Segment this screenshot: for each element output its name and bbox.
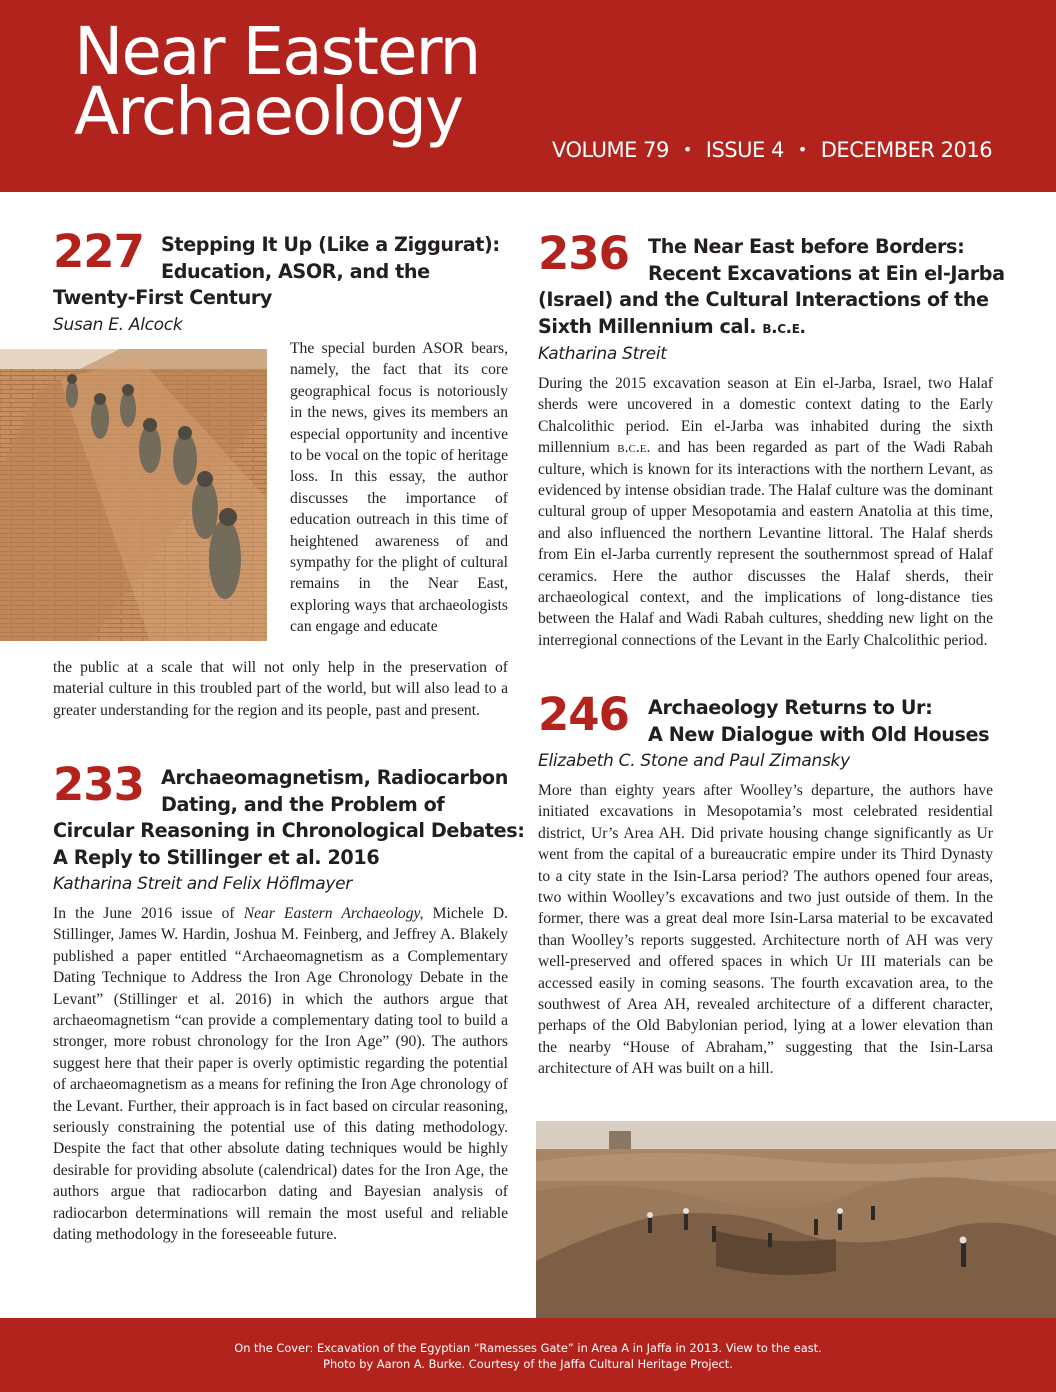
separator-dot: • (797, 140, 807, 159)
ur-excavation-photo (536, 1121, 1056, 1318)
article-header (53, 225, 508, 338)
abstract-text: and has been regarded as part of the Wadi Rabah culture, which is known for its interactions with the northern Levant, as evidenced by intense obsidian trade. The Halaf culture was the dominant cultural group of upper Mesopotamia and eastern Anatolia at this time, and also influenced the northern Levantine littoral. The Halaf sherds from Ein el-Jarba currently represent the southernmost spread of Halaf ceramics. Here the author discusses the Halaf sherds, their archaeological context, and the implications of long-distance ties between the Halaf and Wadi Rabah cultures, shedding new light on the interregional connections of the Levant in the Early Chalcolithic period. (538, 439, 993, 649)
issue-label: ISSUE 4 (705, 138, 784, 162)
bce-label: b.c.e. (617, 439, 651, 457)
article-abstract (53, 903, 508, 1246)
title-line: Education, ASOR, and the (161, 259, 430, 283)
title-line: A Reply to Stillinger et al. 2016 (53, 845, 380, 869)
bce-label: b.c.e. (762, 317, 806, 338)
cover-caption (0, 1318, 1056, 1392)
journal-title-line1: Near Eastern (74, 13, 480, 90)
page-number: 246 (538, 688, 629, 741)
title-line: (Israel) and the Cultural Interactions of the (538, 288, 989, 311)
title-line: Dating, and the Problem of (161, 792, 445, 816)
article-233 (53, 758, 525, 1246)
article-header (538, 688, 993, 774)
ur-excavation-photo-image (536, 1121, 1056, 1318)
abstract-text: During the 2015 excavation season at Ein el-Jarba, Israel, two Halaf sherds were uncovered in a domestic context dating to the Early Chalcolithic period. Ein el-Jarba was inhabited during the sixth millennium (538, 375, 993, 457)
article-227 (53, 225, 508, 338)
article-abstract (538, 373, 993, 651)
article-author: Katharina Streit and Felix Höflmayer (53, 874, 352, 894)
title-line: Circular Reasoning in Chronological Debates: (53, 819, 525, 842)
title-text: Sixth Millennium cal. (538, 314, 763, 338)
issue-info (552, 138, 992, 162)
article-author: Elizabeth C. Stone and Paul Zimansky (538, 751, 850, 771)
article-header (538, 227, 1005, 367)
article-abstract: More than eighty years after Woolley’s departure, the authors have initiated excavations in Mesopotamia’s most celebrated residential district, Ur’s Area AH. Did private housing change significantly as Ur went from the capital of a bureaucratic empire under its Third Dynasty to a city state in the Isin-Larsa period? The authors opened four areas, two within Woolley’s excavations and two just outside of them. In the former, there was a great deal more Isin-Larsa material to be excavated than Woolley’s reports suggested. Architecture north of AH was very well-preserved and offered spaces in which Ur III materials can be accessed easily in coming seasons. The fourth excavation area, to the southwest of Area AH, revealed architecture of a different character, perhaps of the Old Babylonian period, lying at a lower elevation than the nearby “House of Abraham,” suggesting that the Isin-Larsa architecture of AH was built on a hill. (538, 782, 993, 1078)
title-line: Stepping It Up (Like a Ziggurat): (161, 233, 500, 256)
abstract-text: In the June 2016 issue of (53, 905, 244, 922)
cover-caption-line1: On the Cover: Excavation of the Egyptian “Ramesses Gate” in Area A in Jaffa in 2013. View to the east. (234, 1341, 822, 1355)
page-number: 233 (53, 758, 144, 811)
ziggurat-photo (0, 349, 267, 641)
separator-dot: • (682, 140, 692, 159)
title-line: The Near East before Borders: (648, 235, 965, 258)
article-author: Susan E. Alcock (53, 314, 183, 335)
title-line: Archaeology Returns to Ur: (648, 696, 933, 719)
abstract-text: Michele D. Stillinger, James W. Hardin, Joshua M. Feinberg, and Jeffrey A. Blakely published a paper entitled “Archaeomagnetism as a Complementary Dating Technique to Address the Iron Age Chronology Debate in the Levant” (Stillinger et al. 2016) in which the authors argue that archaeomagnetism “can provide a complementary dating tool to build a stronger, more robust chronology for the Iron Age” (90). The authors suggest here that their paper is overly optimistic regarding the potential of archaeomagnetism as a means for refining the Iron Age chronology of the Levant. Further, their approach is in fact based on circular reasoning, seriously constraining the potential use of this dating methodology. Despite the fact that other absolute dating techniques would be highly desirable for providing absolute (calendrical) dates for the Iron Age, the authors argue that radiocarbon dating and Bayesian analysis of radiocarbon determinations will remain the most useful and reliable dating methodology in the foreseeable future. (53, 905, 508, 1244)
ziggurat-photo-image (0, 349, 267, 641)
journal-title-line2: Archaeology (74, 73, 463, 150)
article-227-abstract-full: the public at a scale that will not only help in the preservation of material culture in this troubled part of the world, but will also lead to a greater understanding for the region and its people, past and present. (53, 659, 508, 719)
page-number: 236 (538, 227, 629, 280)
article-227-abstract-wrapped: The special burden ASOR bears, namely, the fact that its core geographical focus is notoriously in the news, gives its members an especial opportunity and incentive to be vocal on the topic of heritage loss. In this essay, the author discusses the importance of education outreach in this time of heightened awareness of and sympathy for the plight of cultural remains in the Near East, exploring ways that archaeologists can engage and educate (290, 340, 508, 636)
article-header (53, 758, 525, 897)
title-line: Archaeomagnetism, Radiocarbon (161, 766, 508, 789)
title-line (538, 314, 993, 342)
journal-name: Near Eastern Archaeology, (243, 905, 424, 922)
page-number: 227 (53, 225, 144, 278)
title-line: Recent Excavations at Ein el-Jarba (648, 261, 1005, 285)
volume-label: VOLUME 79 (552, 138, 669, 162)
cover-caption-line2: Photo by Aaron A. Burke. Courtesy of the Jaffa Cultural Heritage Project. (323, 1356, 733, 1371)
masthead (0, 0, 1056, 192)
date-label: DECEMBER 2016 (820, 138, 993, 162)
article-246 (538, 688, 993, 1080)
article-author: Katharina Streit (538, 344, 667, 364)
journal-title (74, 13, 480, 150)
article-236 (538, 227, 1005, 651)
title-line: A New Dialogue with Old Houses (648, 722, 990, 746)
title-line: Twenty-First Century (53, 286, 272, 309)
